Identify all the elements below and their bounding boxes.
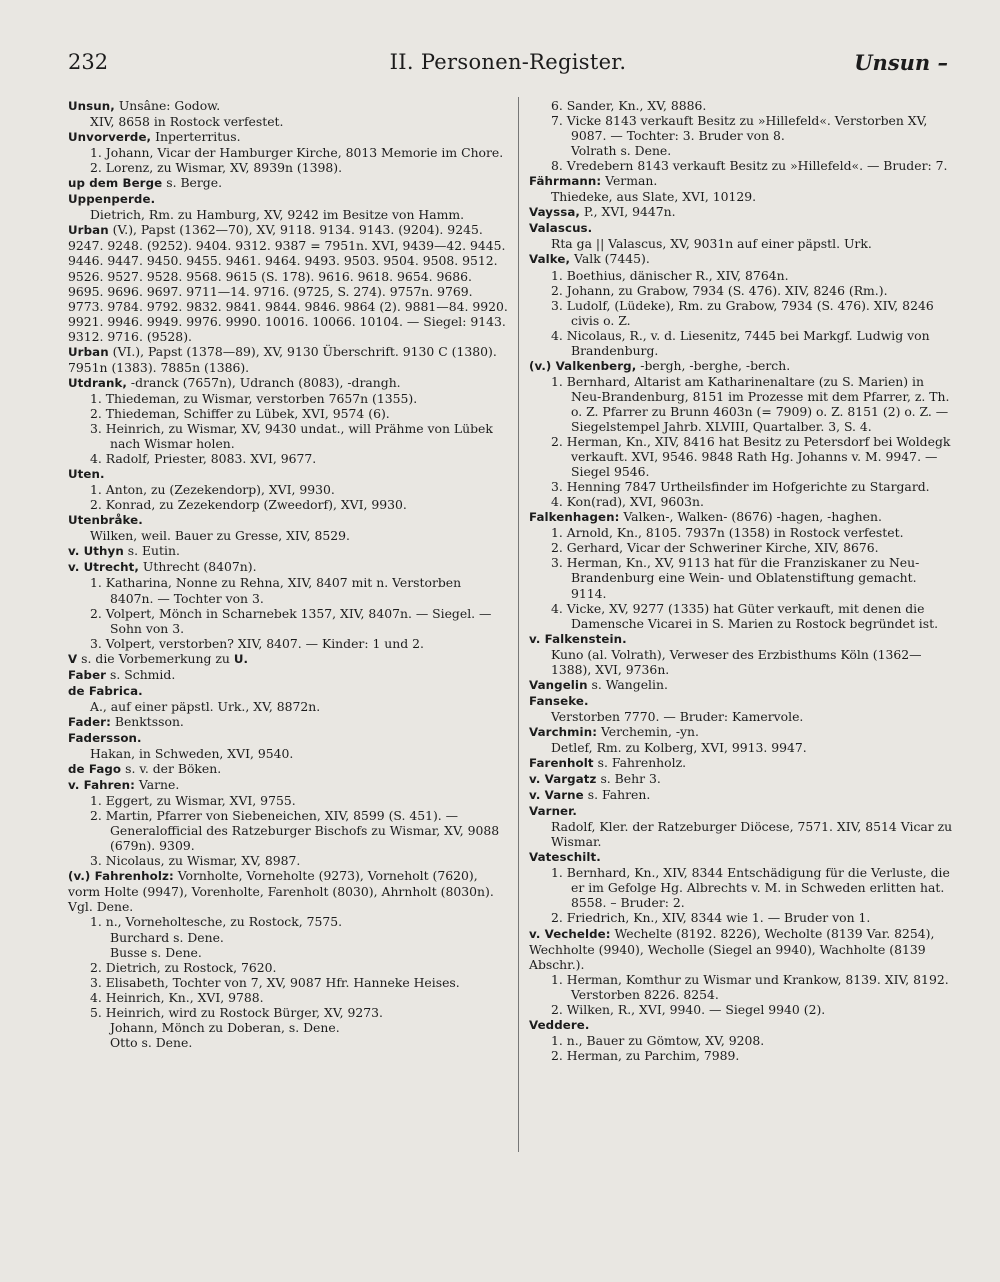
page-title: II. Personen-Register. <box>389 50 627 74</box>
entry-line: A., auf einer päpstl. Urk., XV, 8872n. <box>90 698 321 714</box>
entry-heading: Valascus. <box>529 221 593 236</box>
entry-subitem: 1. Herman, Komthur zu Wismar und Krankow, 8139. XIV, 8192. Verstorben 8226. 8254. <box>551 971 949 1002</box>
entry-heading: Unsun, <box>68 99 115 113</box>
entry-text: Uthrecht (8407n). <box>138 559 257 575</box>
register-entry <box>529 787 955 803</box>
entry-subitem: 5. Heinrich, wird zu Rostock Bürger, XV, 9273. <box>90 1004 383 1020</box>
entry-heading: v. Utrecht, <box>68 560 139 575</box>
entry-subitem: 1. n., Vorneholtesche, zu Rostock, 7575. <box>90 914 343 930</box>
entry-subitem: 1. Thiedeman, zu Wismar, verstorben 7657n (1355). <box>90 390 418 406</box>
entry-heading: Urban <box>68 223 109 238</box>
page-header <box>68 50 948 84</box>
entry-heading: de Fabrica. <box>68 683 143 698</box>
entry-heading: Urban <box>68 344 109 359</box>
entry-line: Kuno (al. Volrath), Verweser des Erzbisthums Köln (1362—1388), XVI, 9736n. <box>551 646 922 677</box>
entry-subitem: Busse s. Dene. <box>110 944 202 960</box>
entry-subitem: 2. Volpert, Mönch in Scharnebek 1357, XIV, 8407n. — Siegel. — Sohn von 3. <box>90 605 492 636</box>
entry-text: s. Berge. <box>162 175 223 191</box>
register-entry <box>529 771 955 787</box>
entry-line: Hakan, in Schweden, XVI, 9540. <box>90 745 294 761</box>
register-entry <box>68 191 508 207</box>
entry-heading: Faber <box>68 667 107 682</box>
register-entry <box>68 777 508 793</box>
entry-heading: Falkenhagen: <box>529 510 620 525</box>
entry-heading: Uten. <box>68 467 105 482</box>
entry-text: s. die Vorbemerkung zu <box>77 650 234 666</box>
register-entry <box>68 98 508 114</box>
entry-text: s. Wangelin. <box>587 676 668 692</box>
register-entry <box>529 755 955 771</box>
register-entry <box>529 926 955 972</box>
entry-text: Vornholte, Vorneholte (9273), Vorneholt (7620), vorm Holte (9947), Vorenholte, Farenholt (8030), Ahrnholt (8030n). Vgl. Dene. <box>68 868 494 915</box>
entry-subitem: 7. Vicke 8143 verkauft Besitz zu »Hillefeld«. Verstorben XV, 9087. — Tochter: 3. Bruder von 8. <box>551 113 928 144</box>
entry-subitem: 3. Herman, Kn., XV, 9113 hat für die Franziskaner zu Neu-Brandenburg eine Wein- und Oblatenstiftung gemacht. 9114. <box>551 555 920 601</box>
entry-line: Verstorben 7770. — Bruder: Kamervole. <box>551 708 804 724</box>
register-entry <box>529 631 955 647</box>
register-entry <box>529 677 955 693</box>
entry-heading: (v.) Fahrenholz: <box>68 869 174 884</box>
register-entry <box>68 651 508 667</box>
register-entry <box>529 803 955 819</box>
entry-text: (VI.), Papst (1378—89), XV, 9130 Überschrift. 9130 C (1380). 7951n (1383). 7885n (1386). <box>68 343 497 375</box>
entry-subitem: 1. Johann, Vicar der Hamburger Kirche, 8013 Memorie im Chore. <box>90 145 504 161</box>
entry-text: s. Eutin. <box>123 543 180 559</box>
entry-subitem: 8. Vredebern 8143 verkauft Besitz zu »Hillefeld«. — Bruder: 7. <box>551 158 948 174</box>
entry-heading: Fadersson. <box>68 730 142 745</box>
entry-text: -bergh, -berghe, -berch. <box>636 357 791 373</box>
entry-subitem: Burchard s. Dene. <box>110 929 224 945</box>
entry-heading: Utdrank, <box>68 375 127 390</box>
entry-subitem: 2. Herman, zu Parchim, 7989. <box>551 1047 740 1063</box>
entry-subitem: Otto s. Dene. <box>110 1034 193 1050</box>
page-number: 232 <box>68 50 109 74</box>
register-entry <box>529 251 955 267</box>
entry-subitem: 2. Martin, Pfarrer von Siebeneichen, XIV, 8599 (S. 451). — Generalofficial des Ratzeburger Bischofs zu Wismar, XV, 9088 (679n). 9309. <box>90 808 500 854</box>
column-divider <box>518 97 519 1152</box>
entry-subitem: 4. Kon(rad), XVI, 9603n. <box>551 494 704 510</box>
register-entry <box>529 1017 955 1033</box>
register-entry <box>68 512 508 528</box>
entry-subitem: 4. Heinrich, Kn., XVI, 9788. <box>90 989 264 1005</box>
entry-subitem: 1. Boethius, dänischer R., XIV, 8764n. <box>551 267 789 283</box>
entry-text: s. Fahrenholz. <box>593 755 687 771</box>
entry-heading: Vateschilt. <box>529 850 601 865</box>
entry-text: s. Behr 3. <box>596 771 661 787</box>
entry-heading: Unvorverde, <box>68 130 152 145</box>
register-entry <box>68 344 508 375</box>
entry-subitem: 1. n., Bauer zu Gömtow, XV, 9208. <box>551 1032 765 1048</box>
entry-subitem: 3. Heinrich, zu Wismar, XV, 9430 undat., will Prähme von Lübek nach Wismar holen. <box>90 420 493 452</box>
entry-text: s. v. der Böken. <box>121 761 222 777</box>
entry-subitem: 1. Bernhard, Kn., XIV, 8344 Entschädigung für die Verluste, die er im Gefolge Hg. Albrechts v. M. in Schweden erlitten hat. 8558. – Bruder: 2. <box>551 865 950 911</box>
entry-heading: v. Uthyn <box>68 544 124 559</box>
entry-text: Wechelte (8192. 8226), Wecholte (8139 Var. 8254), Wechholte (9940), Wecholle (Siegel an 9940), Wachholte (8139 Abschr.). <box>529 925 935 972</box>
entry-heading: Vangelin <box>529 677 588 692</box>
register-entry <box>529 509 955 525</box>
entry-heading: Veddere. <box>529 1017 590 1032</box>
entry-subitem: 3. Volpert, verstorben? XIV, 8407. — Kinder: 1 und 2. <box>90 635 424 651</box>
entry-heading: (v.) Valkenberg, <box>529 358 637 373</box>
entry-subitem: 2. Herman, Kn., XIV, 8416 hat Besitz zu Petersdorf bei Woldegk verkauft. XVI, 9546. 9848 Rath Hg. Johanns v. M. 9947. — Siegel 9546. <box>551 434 951 480</box>
entry-text: Varne. <box>134 777 180 793</box>
entry-text: Benktsson. <box>110 713 184 729</box>
entry-heading: up dem Berge <box>68 176 163 191</box>
entry-subitem: 2. Lorenz, zu Wismar, XV, 8939n (1398). <box>90 160 343 176</box>
entry-subitem: 1. Arnold, Kn., 8105. 7937n (1358) in Rostock verfestet. <box>551 525 904 541</box>
entry-heading-ref: U. <box>233 651 249 666</box>
entry-text: s. Fahren. <box>583 787 651 803</box>
entry-heading: Farenholt <box>529 756 594 771</box>
entry-subitem: 2. Dietrich, zu Rostock, 7620. <box>90 959 277 975</box>
entry-heading: de Fago <box>68 762 122 777</box>
entry-text: Inperterritus. <box>151 129 241 145</box>
entry-text: Verman. <box>601 173 658 189</box>
entry-text: P., XVI, 9447n. <box>579 204 676 220</box>
entry-subitem: 3. Nicolaus, zu Wismar, XV, 8987. <box>90 853 301 869</box>
register-entry <box>68 375 508 391</box>
entry-text: s. Schmid. <box>106 666 176 682</box>
entry-heading: Fährmann: <box>529 174 602 189</box>
entry-subitem: 2. Gerhard, Vicar der Schweriner Kirche, XIV, 8676. <box>551 540 879 556</box>
entry-heading: v. Vargatz <box>529 772 597 787</box>
entry-line: Radolf, Kler. der Ratzeburger Diöcese, 7571. XIV, 8514 Vicar zu Wismar. <box>551 819 953 850</box>
entry-heading: V <box>68 651 78 666</box>
entry-heading: Utenbråke. <box>68 513 143 528</box>
register-entry <box>529 220 955 236</box>
entry-text: Unsâne: Godow. <box>114 98 221 113</box>
entry-subitem: 3. Elisabeth, Tochter von 7, XV, 9087 Hfr. Hanneke Heises. <box>90 974 460 990</box>
entry-heading: v. Fahren: <box>68 778 135 793</box>
entry-text: Verchemin, -yn. <box>597 723 699 739</box>
entry-heading: Varchmin: <box>529 724 598 739</box>
entry-subitem: 2. Wilken, R., XVI, 9940. — Siegel 9940 (2). <box>551 1001 826 1017</box>
entry-subitem: 6. Sander, Kn., XV, 8886. <box>551 98 707 113</box>
entry-text: (V.), Papst (1362—70), XV, 9118. 9134. 9143. (9204). 9245. 9247. 9248. (9252). 9404. 9312. 9387 = 7951n. XVI, 9439—42. 9445. 9446. 9447. 9450. 9455. 9461. 9464. 9493. 9503. 9504. 9508. 9512. 9526. 9527. 9528. 9568. 9615 (S. 178). 9616. 9618. 9654. 9686. 9695. 9696. 9697. 9711—14. 9716. (9725, S. 274). 9757n. 9769. 9773. 9784. 9792. 9832. 9841. 9844. 9846. 9864 (2). 9881—84. 9920. 9921. 9946. 9949. 9976. 9990. 10016. 10066. 10104. — Siegel: 9143. 9312. 9716. (9528). <box>68 222 508 344</box>
entry-subitem: 2. Friedrich, Kn., XIV, 8344 wie 1. — Bruder von 1. <box>551 910 871 926</box>
register-entry <box>68 683 508 699</box>
register-entry <box>529 173 955 189</box>
entry-heading: v. Falkenstein. <box>529 631 627 646</box>
register-entry <box>68 730 508 746</box>
entry-heading: Fader: <box>68 714 111 729</box>
running-head: Unsun – <box>854 50 948 75</box>
register-entry <box>68 543 508 559</box>
register-entry <box>68 667 508 683</box>
register-entry <box>68 466 508 482</box>
register-entry <box>68 222 508 343</box>
entry-subitem: 2. Johann, zu Grabow, 7934 (S. 476). XIV, 8246 (Rm.). <box>551 282 888 298</box>
entry-subitem: 1. Bernhard, Altarist am Katharinenaltare (zu S. Marien) in Neu-Brandenburg, 8151 im Prozesse mit dem Pfarrer, z. Th. o. Z. Pfarrer zu Brunn 4603n (= 7909) o. Z. 8151 (2) o. Z. — Siegelstempel Jahrb. XLVIII, Quartalber. 3, S. 4. <box>551 373 950 434</box>
entry-line: Thiedeke, aus Slate, XVI, 10129. <box>551 189 757 205</box>
register-entry <box>529 204 955 220</box>
entry-line: XIV, 8658 in Rostock verfestet. <box>90 114 284 130</box>
entry-line: Dietrich, Rm. zu Hamburg, XV, 9242 im Besitze von Hamm. <box>90 207 465 223</box>
entry-subitem: 4. Radolf, Priester, 8083. XVI, 9677. <box>90 451 317 467</box>
left-column <box>68 98 508 1050</box>
entry-subitem: Johann, Mönch zu Doberan, s. Dene. <box>110 1019 340 1035</box>
entry-line: Rta ga || Valascus, XV, 9031n auf einer päpstl. Urk. <box>551 236 872 252</box>
entry-heading: v. Vechelde: <box>529 926 611 941</box>
register-entry <box>68 868 508 914</box>
entry-subitem: 4. Vicke, XV, 9277 (1335) hat Güter verkauft, mit denen die Damensche Vicarei in S. Marien zu Rostock begründet ist. <box>551 600 939 631</box>
register-entry <box>529 724 955 740</box>
register-entry <box>68 129 508 145</box>
register-entry <box>529 693 955 709</box>
entry-subitem: 2. Konrad, zu Zezekendorp (Zweedorf), XVI, 9930. <box>90 497 407 513</box>
entry-line: Detlef, Rm. zu Kolberg, XVI, 9913. 9947. <box>551 739 807 755</box>
entry-subitem: 1. Katharina, Nonne zu Rehna, XIV, 8407 mit n. Verstorben 8407n. — Tochter von 3. <box>90 575 462 606</box>
entry-subitem: Volrath s. Dene. <box>571 143 672 159</box>
register-entry <box>68 175 508 191</box>
entry-heading: Varner. <box>529 804 577 819</box>
entry-heading: Fanseke. <box>529 693 589 708</box>
right-column <box>529 98 955 1063</box>
register-entry <box>68 714 508 730</box>
entry-subitem: 4. Nicolaus, R., v. d. Liesenitz, 7445 bei Markgf. Ludwig von Brandenburg. <box>551 327 930 358</box>
entry-subitem: 3. Henning 7847 Urtheilsfinder im Hofgerichte zu Stargard. <box>551 479 930 495</box>
entry-subitem: 3. Ludolf, (Lüdeke), Rm. zu Grabow, 7934 (S. 476). XIV, 8246 civis o. Z. <box>551 297 934 328</box>
register-entry <box>529 849 955 865</box>
entry-heading: Vayssa, <box>529 205 580 220</box>
entry-text: Valk (7445). <box>570 251 650 267</box>
entry-line: Wilken, weil. Bauer zu Gresse, XIV, 8529. <box>90 528 350 544</box>
entry-subitem: 1. Eggert, zu Wismar, XVI, 9755. <box>90 793 296 809</box>
entry-text: -dranck (7657n), Udranch (8083), -drangh. <box>126 374 401 390</box>
register-entry <box>68 761 508 777</box>
entry-subitem: 2. Thiedeman, Schiffer zu Lübek, XVI, 9574 (6). <box>90 405 390 421</box>
entry-subitem: 1. Anton, zu (Zezekendorp), XVI, 9930. <box>90 482 335 498</box>
entry-heading: v. Varne <box>529 788 584 803</box>
register-entry <box>68 559 508 575</box>
register-entry <box>529 358 955 374</box>
entry-heading: Uppenperde. <box>68 192 156 207</box>
entry-text: Valken-, Walken- (8676) -hagen, -haghen. <box>619 509 882 525</box>
entry-heading: Valke, <box>529 252 571 267</box>
